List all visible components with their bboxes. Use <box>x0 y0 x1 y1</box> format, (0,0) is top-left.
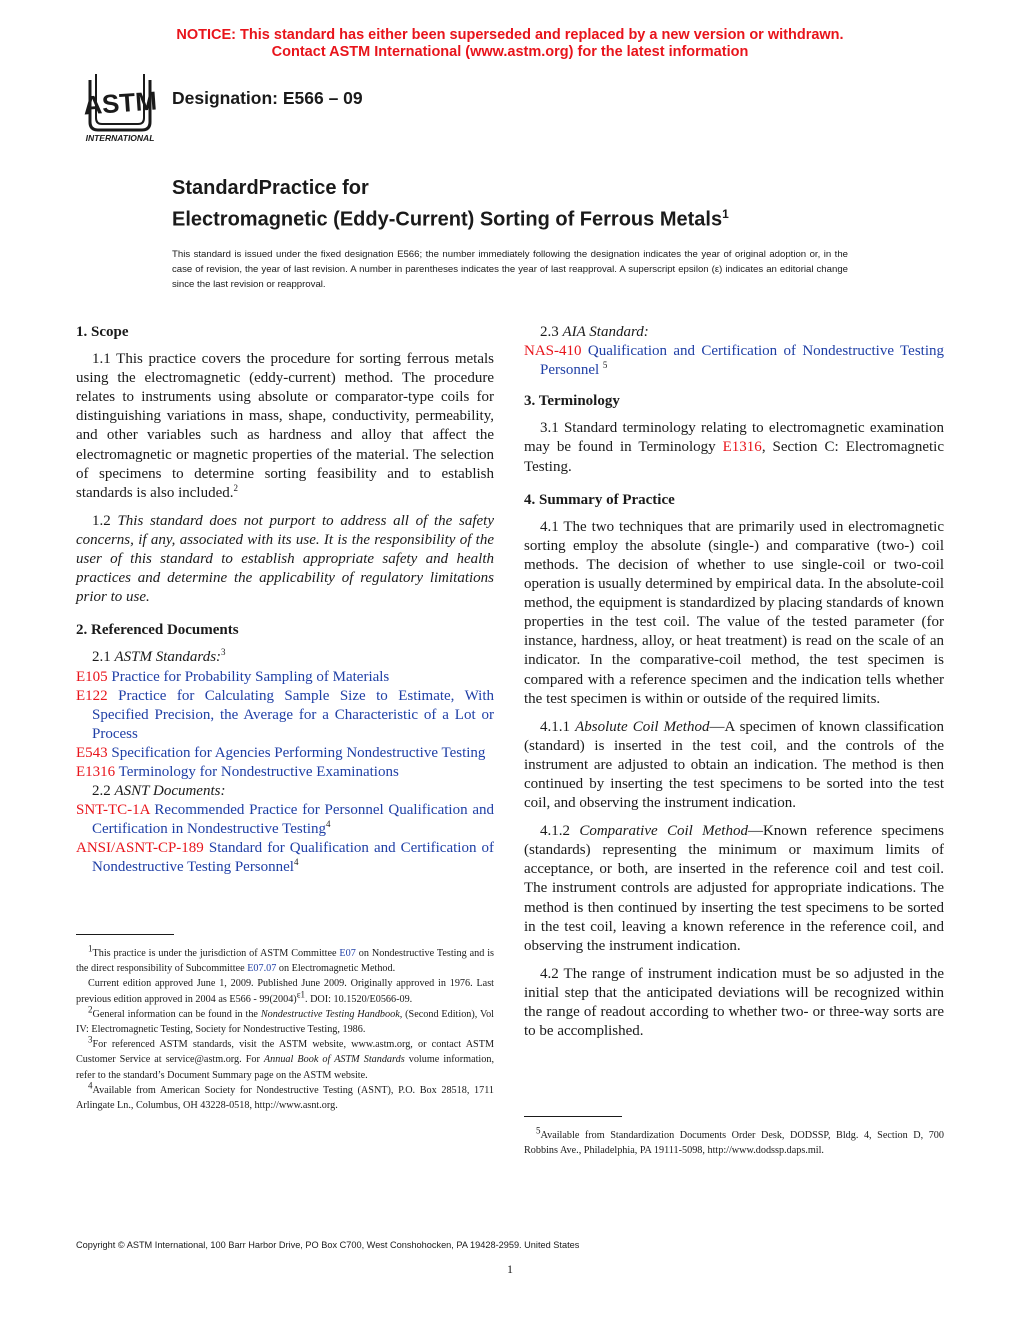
footnote-1-text-a: This practice is under the jurisdiction of ASTM Committee <box>92 948 337 959</box>
reference-code[interactable]: E543 <box>76 744 108 761</box>
footnote-divider-left <box>76 934 174 935</box>
reference-e122[interactable] <box>76 687 494 744</box>
subsection-2-3 <box>524 323 944 342</box>
paragraph-4-1-2 <box>524 822 944 956</box>
footnote-1-edition <box>76 976 494 1006</box>
title-line-1: StandardPractice for <box>172 177 369 199</box>
subsection-2-3-number: 2.3 <box>540 324 559 340</box>
reference-code[interactable]: E122 <box>76 687 108 704</box>
reference-ansi-asnt-cp-189[interactable] <box>76 839 494 877</box>
designation: Designation: E566 – 09 <box>172 88 363 108</box>
title-line-2 <box>172 201 729 233</box>
footnote-2-mark: 2 <box>88 1004 93 1015</box>
astm-logo <box>76 72 164 144</box>
footnote-3-book: Annual Book of ASTM Standards <box>263 1054 405 1066</box>
footnote-1 <box>76 943 495 976</box>
reference-code[interactable]: E105 <box>76 668 108 685</box>
footnote-ref-2: 2 <box>233 482 238 493</box>
subsection-2-3-label: AIA Standard: <box>562 324 649 340</box>
paragraph-4-1-2-label: Comparative Coil Method <box>579 823 748 840</box>
footnote-divider-right <box>524 1116 622 1117</box>
logo-text: ASTM <box>82 85 158 121</box>
title-footnote-mark: 1 <box>722 207 729 221</box>
paragraph-4-1-1-number: 4.1.1 <box>540 718 570 735</box>
notice-line-2: Contact ASTM International (www.astm.org) for the latest information <box>271 44 749 60</box>
reference-title[interactable]: Qualification and Certification of Nondestructive Testing Personnel <box>540 343 944 379</box>
paragraph-3-1-text-b: , Section C: Electromagnetic Testing. <box>524 439 944 475</box>
paragraph-1-1 <box>76 350 494 503</box>
footnote-ref-4: 4 <box>293 857 299 868</box>
paragraph-1-2-text: This standard does not purport to address all of the safety concerns, if any, associated with its use. It is the responsibility of the user of this standard to establish appropriate safety and health practices and determine the applicability of regulatory limitations prior to use. <box>76 512 495 606</box>
footnote-2-text-a: General information can be found in the <box>92 1008 258 1020</box>
paragraph-4-1-2-number: 4.1.2 <box>540 823 570 840</box>
footnote-4 <box>76 1080 494 1113</box>
paragraph-3-1 <box>524 419 944 476</box>
section-heading-referenced-documents: 2. Referenced Documents <box>76 622 239 639</box>
subsection-2-2 <box>76 782 494 801</box>
footnote-3 <box>76 1034 494 1083</box>
paragraph-4-2: 4.2 The range of instrument indication must be so adjusted in the initial step that the anticipated deviations will be recognized within the range of readout according to whether two- or three-way sorts are to be accomplished. <box>524 965 944 1040</box>
paragraph-4-1-1 <box>524 718 944 813</box>
issuance-note: This standard is issued under the fixed designation E566; the number immediately following the designation indicates the year of original adoption or, in the case of revision, the year of last revision. A number in parentheses indicates the year of last reapproval. A superscript epsilon (ε) indicates an editorial change since the last revision or reapproval. <box>172 249 848 290</box>
footnote-2-book: Nondestructive Testing Handbook, <box>260 1008 403 1020</box>
reference-title[interactable]: Practice for Probability Sampling of Materials <box>111 668 390 685</box>
subcommittee-link[interactable]: E07.07 <box>247 963 277 975</box>
paragraph-4-1-1-text: —A specimen of known classification (standard) is inserted in the test coil, and the controls of the instrument are adjusted to obtain an indication. The method is then continued by inserting the test specimens to be sorted into the test coil, and observing the instrument indication. <box>524 718 944 812</box>
page-number: 1 <box>507 1262 513 1276</box>
committee-link[interactable]: E07 <box>339 948 356 959</box>
reference-title[interactable]: Recommended Practice for Personnel Qualification and Certification in Nondestructive Testing <box>92 802 495 838</box>
subsection-2-1-label: ASTM Standards: <box>114 649 222 666</box>
logo-caption: INTERNATIONAL <box>85 133 155 143</box>
footnotes-left <box>76 943 495 1113</box>
notice-line-1: NOTICE: This standard has either been superseded and replaced by a new version or withdrawn. <box>176 27 844 43</box>
reference-title[interactable]: Terminology for Nondestructive Examinations <box>118 763 399 780</box>
paragraph-1-2 <box>76 512 494 607</box>
footnote-3-text-b: volume information, refer to the standard’s Document Summary page on the ASTM website. <box>76 1054 494 1081</box>
paragraph-3-1-text-a: 3.1 Standard terminology relating to electromagnetic examination may be found in Terminology <box>524 420 944 456</box>
reference-e105[interactable] <box>76 668 494 687</box>
section-heading-summary: 4. Summary of Practice <box>524 491 675 508</box>
footnote-ref-3: 3 <box>221 647 226 658</box>
paragraph-1-2-number: 1.2 <box>92 512 111 529</box>
reference-title[interactable]: Specification for Agencies Performing Nondestructive Testing <box>111 744 486 761</box>
document-title <box>172 175 729 233</box>
right-column <box>524 323 944 1041</box>
reference-code[interactable]: SNT-TC-1A <box>76 802 150 819</box>
footnote-2-text-b: (Second Edition), Vol IV: Electromagnetic Testing, Society for Nondestructive Testing, 1986. <box>76 1008 494 1036</box>
paragraph-4-1-1-label: Absolute Coil Method <box>575 718 710 735</box>
astm-logo-icon <box>76 72 164 144</box>
subsection-2-1-number: 2.1 <box>92 649 111 666</box>
footnote-2 <box>76 1004 494 1037</box>
footnote-1-text-b: on Nondestructive Testing and is the direct responsibility of Subcommittee <box>76 948 495 975</box>
reference-code[interactable]: NAS-410 <box>524 343 582 360</box>
footnote-ref-4: 4 <box>326 819 331 830</box>
title-main: Electromagnetic (Eddy-Current) Sorting of Ferrous Metals <box>172 208 723 231</box>
terminology-link-e1316[interactable]: E1316 <box>722 439 762 456</box>
reference-title[interactable]: Practice for Calculating Sample Size to Estimate, With Specified Precision, the Average for a Characteristic of a Lot or Process <box>92 687 494 742</box>
reference-title[interactable]: Standard for Qualification and Certification of Nondestructive Testing Personnel <box>92 840 494 876</box>
paragraph-1-1-text: 1.1 This practice covers the procedure for sorting ferrous metals using the electromagnetic (eddy-current) method. The procedure relates to instruments using absolute or comparator-type coils for distinguishing variations in mass, shape, conductivity, permeability, and other variables such as hardness and alloy that affect the electromagnetic or magnetic properties of the material. The selection of specimens to determine sorting feasibility and to establish standards is also included. <box>76 351 494 501</box>
withdrawal-notice <box>0 27 1020 61</box>
copyright-footer: Copyright © ASTM International, 100 Barr Harbor Drive, PO Box C700, West Conshohocken, PA 19428-2959. United States <box>76 1240 580 1250</box>
footnote-3-text-a: For referenced ASTM standards, visit the ASTM website, www.astm.org, or contact ASTM Customer Service at service@astm.org. For <box>76 1039 494 1066</box>
reference-e1316[interactable] <box>76 763 494 782</box>
footnote-3-mark: 3 <box>88 1034 93 1045</box>
paragraph-4-1-2-text: —Known reference specimens (standards) representing the minimum or maximum limits of acceptance, or both, are inserted in the reference coil and test coil. The instrument controls are adjusted for appropriate indications. The method is then continued by inserting the test specimens to be sorted in the test coil, leaving a known reference in the reference coil, and observing the instrument indication. <box>524 823 945 954</box>
left-column <box>76 323 494 878</box>
subsection-2-2-number: 2.2 <box>92 783 111 800</box>
section-heading-scope: 1. Scope <box>76 324 129 340</box>
reference-code[interactable]: ANSI/ASNT-CP-189 <box>76 840 204 857</box>
footnote-1-mark: 1 <box>88 943 93 954</box>
subsection-2-2-label: ASNT Documents: <box>114 783 226 800</box>
reference-e543[interactable] <box>76 744 494 763</box>
footnote-4-text: Available from American Society for Nondestructive Testing (ASNT), P.O. Box 28518, 1711 Arlingate Ln., Columbus, OH 43228-0518, http://www.asnt.org. <box>76 1084 494 1112</box>
footnote-ref-5: 5 <box>602 360 608 371</box>
footnotes-right <box>524 1125 944 1158</box>
subsection-2-1 <box>76 648 494 667</box>
section-heading-terminology: 3. Terminology <box>524 393 620 410</box>
footnote-5 <box>524 1125 944 1158</box>
reference-nas-410[interactable] <box>524 342 944 380</box>
footnote-1-doi: . DOI: 10.1520/E0566-09. <box>304 993 413 1005</box>
reference-snt-tc-1a[interactable] <box>76 801 494 839</box>
footnote-5-mark: 5 <box>536 1125 541 1136</box>
footnote-4-mark: 4 <box>88 1080 93 1091</box>
paragraph-4-1: 4.1 The two techniques that are primarily used in electromagnetic sorting employ the absolute (single-) and comparative (two-) coil methods. The decision of whether to use single-coil or two-coil operation is usually determined by empirical data. In the absolute-coil method, the equipment is standardized by placing standards of known properties in the test coil. The value of the tested parameter (for instance, hardness, alloy, or heat treatment) is read on the scale of an indicator. In the comparative-coil method, the test specimen is compared with a reference specimen and the indication tells whether the test specimen is within or outside of the required limits. <box>524 518 944 707</box>
reference-code[interactable]: E1316 <box>76 763 116 780</box>
footnote-5-text: Available from Standardization Documents Order Desk, DODSSP, Bldg. 4, Section D, 700 Robbins Ave., Philadelphia, PA 19111-5098, http://www.dodssp.daps.mil. <box>524 1130 944 1157</box>
footnote-1-epsilon: ε1 <box>296 989 305 1000</box>
footnote-1-edition-text: Current edition approved June 1, 2009. Published June 2009. Originally approved in 1976. Last previous edition approved in 2004 as E566 - 99(2004) <box>76 978 494 1005</box>
footnote-1-text-c: on Electromagnetic Method. <box>278 963 396 975</box>
